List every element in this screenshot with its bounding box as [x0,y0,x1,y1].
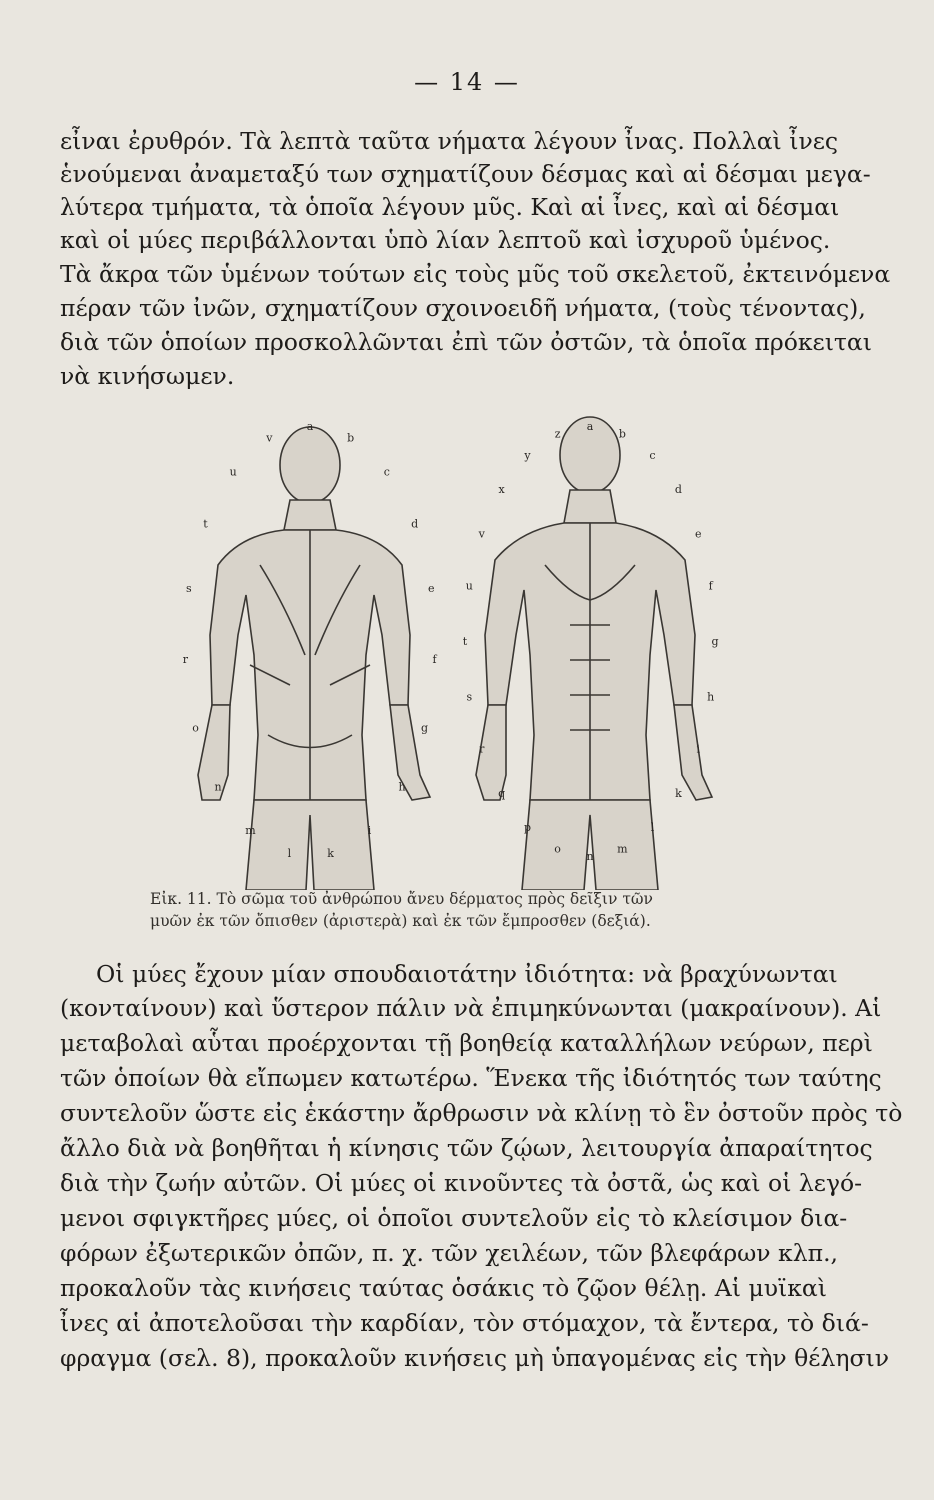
front-figure-label-t: t [462,635,468,648]
front-figure-label-n: n [586,850,594,863]
text-line: συντελοῦν ὥστε εἰς ἑκάστην ἄρθρωσιν νὰ κλίνῃ τὸ ἓν ὀστοῦν πρὸς τὸ [60,1099,903,1127]
back-figure-label-n: n [214,780,222,794]
back-figure-label-o: o [192,721,199,735]
back-figure-label-v: v [266,431,273,445]
back-figure-label-e: e [427,582,435,596]
back-figure-label-f: f [432,652,437,666]
front-figure-label-b: b [618,427,626,441]
text-line: φόρων ἐξωτερικῶν ὀπῶν, π. χ. τῶν χειλέων, τῶν βλεφάρων κλπ., [60,1239,839,1267]
back-figure-label-a: a [306,420,314,433]
front-figure-label-q: q [498,787,506,800]
front-figure-label-h: h [707,690,715,704]
front-figure-label-p: p [523,821,532,835]
text-line: προκαλοῦν τὰς κινήσεις ταύτας ὁσάκις τὸ ζῷον θέλῃ. Αἱ μυϊκαὶ [60,1274,827,1302]
back-figure-label-c: c [383,465,390,479]
back-figure-label-m: m [245,824,256,838]
front-figure-label-a: a [586,420,594,433]
front-figure-label-z: z [554,427,561,441]
back-figure-label-i: i [367,824,372,838]
front-figure-label-s: s [466,690,473,704]
text-line: ἑνούμεναι ἀναμεταξύ των σχηματίζουν δέσμας καὶ αἱ δέσμαι μεγα- [60,160,871,188]
back-figure-label-d: d [411,517,419,531]
text-line: ἄλλο διὰ νὰ βοηθῆται ἡ κίνησις τῶν ζῴων, λειτουργία ἀπαραίτητος [60,1134,873,1162]
front-figure-label-k: k [675,787,682,800]
text-line: νὰ κινήσωμεν. [60,362,235,390]
front-figure-label-c: c [649,448,656,462]
text-line: φραγμα (σελ. 8), προκαλοῦν κινήσεις μὴ ὑπαγομένας εἰς τὴν θέλησιν [60,1344,889,1372]
back-figure-label-l: l [287,847,292,861]
text-line: καὶ οἱ μύες περιβάλλονται ὑπὸ λίαν λεπτοῦ καὶ ἰσχυροῦ ὑμένος. [60,226,831,254]
text-line: εἶναι ἐρυθρόν. Τὰ λεπτὰ ταῦτα νήματα λέγουν ἶνας. Πολλαὶ ἶνες [60,127,839,155]
caption-line: μυῶν ἐκ τῶν ὄπισθεν (ἀριστερὰ) καὶ ἐκ τῶν ἔμπροσθεν (δεξιά). [150,912,651,930]
text-line: τῶν ὁποίων θὰ εἴπωμεν κατωτέρω. Ἕνεκα τῆς ἰδιότητός των ταύτης [60,1064,882,1092]
text-line: Οἱ μύες ἔχουν μίαν σπουδαιοτάτην ἰδιότητα: νὰ βραχύνωνται [96,960,838,988]
text-line: πέραν τῶν ἰνῶν, σχηματίζουν σχοινοειδῆ νήματα, (τοὺς τένοντας), [60,294,866,322]
text-line: διὰ τῶν ὁποίων προσκολλῶνται ἐπὶ τῶν ὀστῶν, τὰ ὁποῖα πρόκειται [60,328,873,356]
front-figure-label-v: v [478,527,485,541]
back-figure-label-h: h [398,780,406,794]
front-figure-label-m: m [617,842,628,856]
anatomy-figure [150,405,780,890]
front-figure-label-d: d [674,483,682,496]
figure-caption [150,888,790,932]
front-figure-label-u: u [465,579,473,593]
page-number: — 14 — [414,68,520,96]
front-figure-label-e: e [695,527,702,541]
muscle-illustration [150,405,780,890]
front-figure-label-x: x [498,483,505,496]
front-figure-label-f: f [708,579,713,593]
text-line: μεταβολαὶ αὗται προέρχονται τῇ βοηθείᾳ καταλλήλων νεύρων, περὶ [60,1029,873,1057]
back-figure-label-b: b [347,431,355,445]
back-figure-label-s: s [185,582,192,596]
back-figure-label-t: t [203,517,208,531]
back-figure-label-g: g [420,721,429,735]
front-figure-label-i: i [696,742,701,756]
text-line: διὰ τὴν ζωήν αὐτῶν. Οἱ μύες οἱ κινοῦντες τὰ ὀστᾶ, ὡς καὶ οἱ λεγό- [60,1169,863,1197]
text-line: (κονταίνουν) καὶ ὕστερον πάλιν νὰ ἐπιμηκύνωνται (μακραίνουν). Αἱ [60,994,882,1022]
front-figure-label-o: o [554,842,561,856]
text-line: λύτερα τμήματα, τὰ ὁποῖα λέγουν μῦς. Καὶ αἱ ἶνες, καὶ αἱ δέσμαι [60,193,840,221]
front-figure-label-r: r [479,742,485,756]
caption-line: Εἰκ. 11. Τὸ σῶμα τοῦ ἀνθρώπου ἄνευ δέρματος πρὸς δεῖξιν τῶν [150,890,653,908]
front-figure-label-y: y [524,448,531,462]
text-line: Τὰ ἄκρα τῶν ὑμένων τούτων εἰς τοὺς μῦς τοῦ σκελετοῦ, ἐκτεινόμενα [60,260,891,288]
front-figure-label-g: g [711,635,719,648]
back-view-figure [198,427,430,890]
text-line: ἶνες αἱ ἀποτελοῦσαι τὴν καρδίαν, τὸν στόμαχον, τὰ ἔντερα, τὸ διά- [60,1309,869,1337]
back-figure-label-k: k [327,847,334,861]
front-figure-label-l: l [650,821,655,835]
back-figure-label-u: u [229,465,237,479]
text-line: μενοι σφιγκτῆρες μύες, οἱ ὁποῖοι συντελοῦν εἰς τὸ κλείσιμον δια- [60,1204,848,1232]
back-figure-label-r: r [182,652,189,666]
